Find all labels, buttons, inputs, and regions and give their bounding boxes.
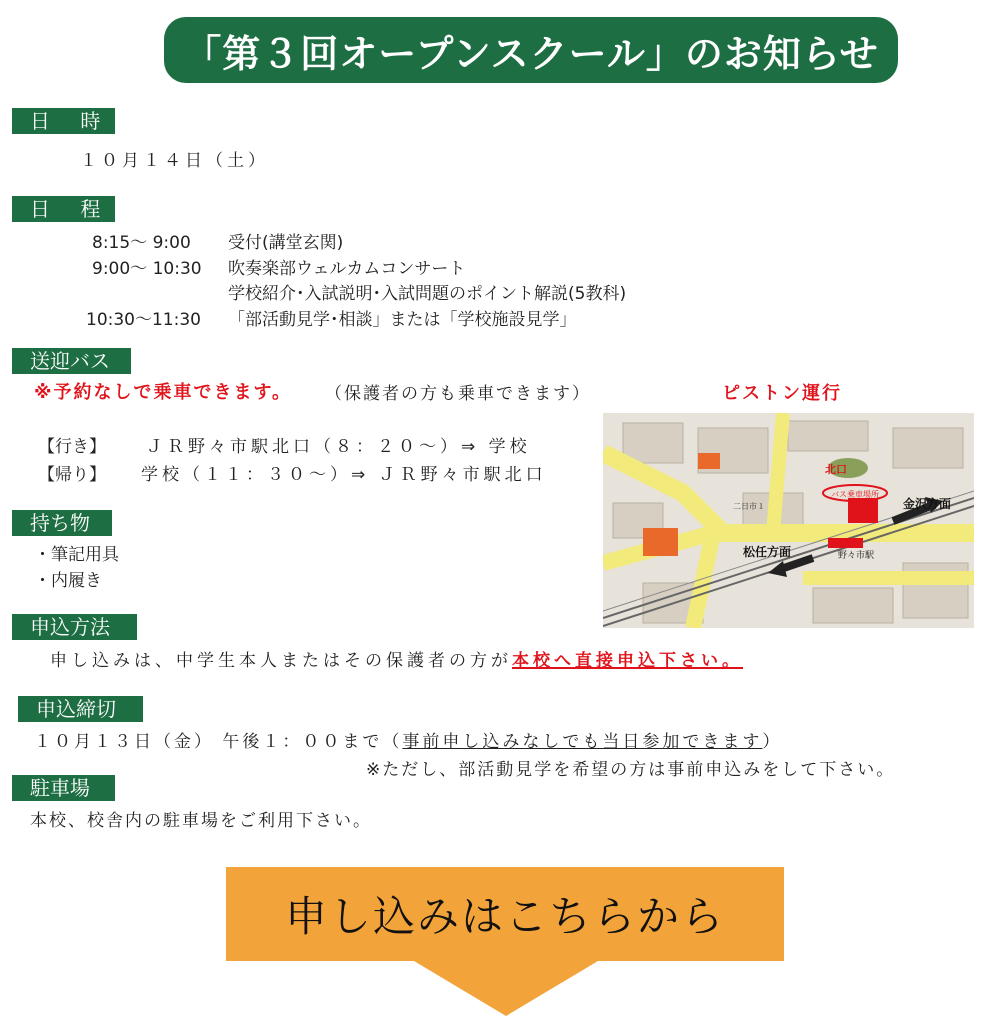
section-label-deadline: 申込締切 [18,696,143,722]
bus-back: 学校（１１：３０〜）⇒ ＪＲ野々市駅北口 [141,465,547,485]
page-title: 「第３回オープンスクール」のお知らせ [164,17,898,83]
schedule-desc: 受付(講堂玄関) [228,233,344,253]
map-label-kanazawa: 金沢方面 [903,497,952,511]
parking-text: 本校、校舎内の駐車場をご利用下さい。 [30,811,372,831]
deadline-text-underlined: 事前申し込みなしでも当日参加できます [402,732,763,752]
date-value: １０月１４日（土） [80,151,269,171]
bus-go-tag: 【行き】 [38,437,106,457]
apply-text-main: 申し込みは、中学生本人またはその保護者の方が [50,651,512,671]
bus-note-red: ※予約なしで乗車できます。 [34,382,293,403]
section-label-items: 持ち物 [12,510,112,536]
map-label-station: 野々市駅 [838,551,875,561]
section-label-date: 日 時 [12,108,115,134]
map-graphic [603,413,974,628]
item-list-entry: ・筆記用具 [34,545,119,565]
apply-text [50,646,743,671]
item-list-entry: ・内履き [34,571,102,591]
map-label-north-exit: 北口 [825,463,847,476]
map-label-chome: 二日市１ [733,502,765,511]
schedule-time: 10:30〜11:30 [86,310,201,330]
section-label-bus: 送迎バス [12,348,131,374]
bus-back-tag: 【帰り】 [38,465,106,485]
bus-go: ＪＲ野々市駅北口（８：２０〜）⇒ 学校 [146,437,531,457]
schedule-desc: 「部活動見学･相談」または「学校施設見学」 [228,310,577,330]
schedule-desc: 吹奏楽部ウェルカムコンサート [228,259,466,279]
station-map [603,413,974,628]
deadline-text [34,727,782,752]
schedule-desc: 学校紹介･入試説明･入試問題のポイント解説(5教科) [228,284,627,304]
apply-here-button[interactable]: 申し込みはこちらから [226,867,784,961]
schedule-time: 8:15〜 9:00 [92,233,191,253]
section-label-parking: 駐車場 [12,775,115,801]
deadline-text-main: １０月１３日（金） 午後１：００まで（ [34,732,403,752]
map-label-bus-stop: バス乗車場所 [831,490,879,499]
map-label-matto: 松任方面 [743,545,792,559]
section-label-schedule: 日 程 [12,196,115,222]
deadline-text-end: ） [762,732,783,752]
deadline-note: ※ただし、部活動見学を希望の方は事前申込みをして下さい。 [366,760,896,780]
apply-text-red: 本校へ直接申込下さい。 [512,651,743,671]
section-label-apply: 申込方法 [12,614,137,640]
piston-label: ピストン運行 [722,383,842,404]
schedule-time: 9:00〜 10:30 [92,259,202,279]
arrow-down-icon [414,961,598,1016]
bus-note: （保護者の方も乗車できます） [325,384,591,404]
